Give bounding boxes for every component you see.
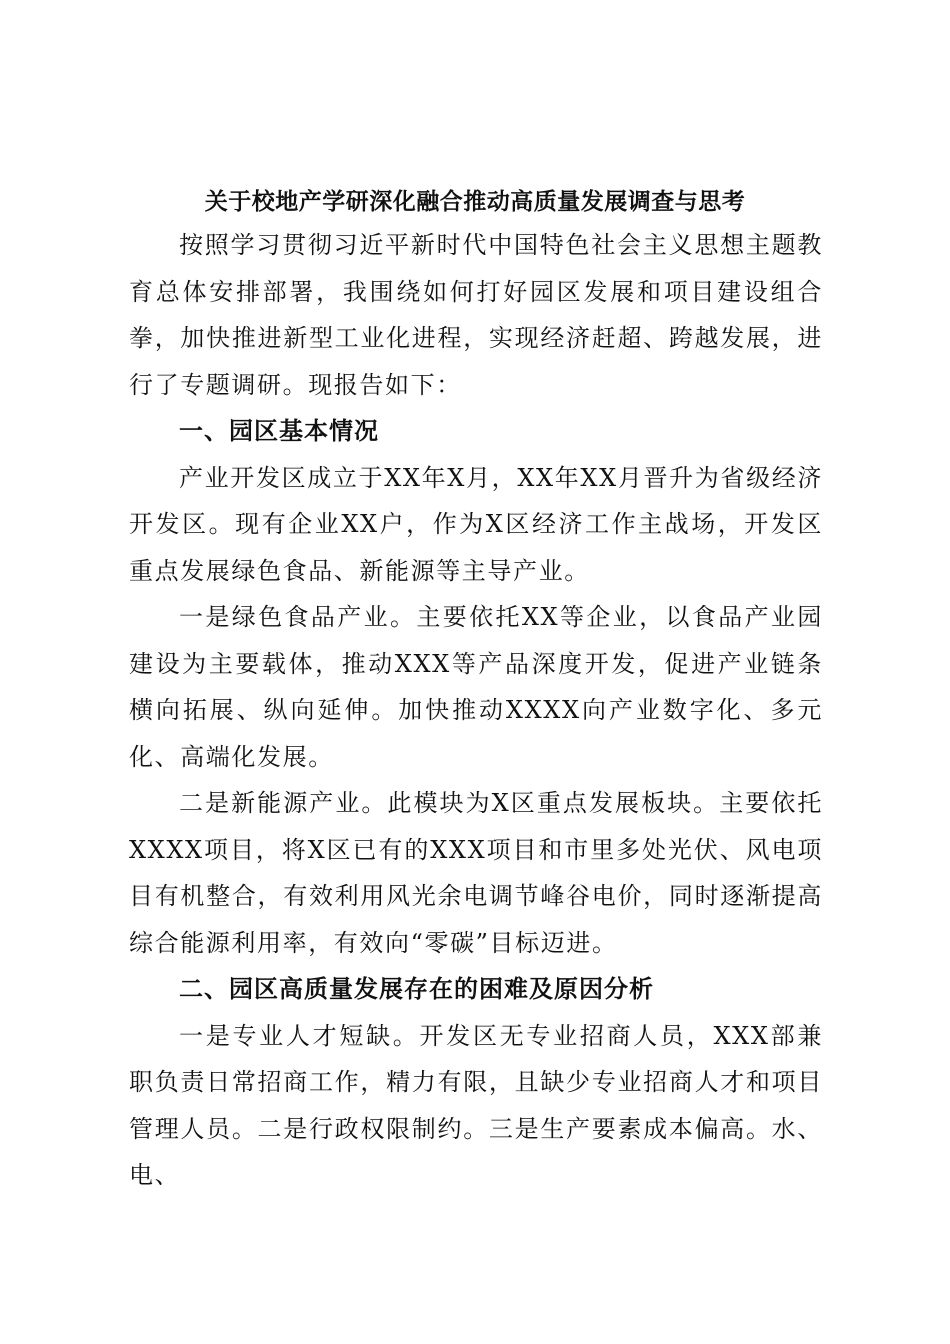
park-overview-paragraph: 产业开发区成立于XX年X月，XX年XX月晋升为省级经济开发区。现有企业XX户，作为X区经济工作主战场，开发区重点发展绿色食品、新能源等主导产业。 <box>129 463 823 585</box>
section-heading-2: 二、园区高质量发展存在的困难及原因分析 <box>179 975 654 1003</box>
intro-paragraph: 按照学习贯彻习近平新时代中国特色社会主义思想主题教育总体安排部署，我围绕如何打好园区发展和项目建设组合拳，加快推进新型工业化进程，实现经济赶超、跨越发展，进行了专题调研。现报告如下： <box>129 231 823 399</box>
document-body <box>129 222 823 1199</box>
new-energy-paragraph: 二是新能源产业。此模块为X区重点发展板块。主要依托XXXX项目，将X区已有的XXX项目和市里多处光伏、风电项目有机整合，有效利用风光余电调节峰谷电价，同时逐渐提高综合能源利用率，有效向“零碳”目标迈进。 <box>129 789 823 957</box>
green-food-paragraph: 一是绿色食品产业。主要依托XX等企业，以食品产业园建设为主要载体，推动XXX等产品深度开发，促进产业链条横向拓展、纵向延伸。加快推动XXXX向产业数字化、多元化、高端化发展。 <box>129 603 823 771</box>
section-heading-1: 一、园区基本情况 <box>179 417 379 445</box>
difficulties-paragraph: 一是专业人才短缺。开发区无专业招商人员，XXX部兼职负责日常招商工作，精力有限，且缺少专业招商人才和项目管理人员。二是行政权限制约。三是生产要素成本偏高。水、电、 <box>129 1021 823 1189</box>
document-title: 关于校地产学研深化融合推动高质量发展调查与思考 <box>204 188 746 215</box>
